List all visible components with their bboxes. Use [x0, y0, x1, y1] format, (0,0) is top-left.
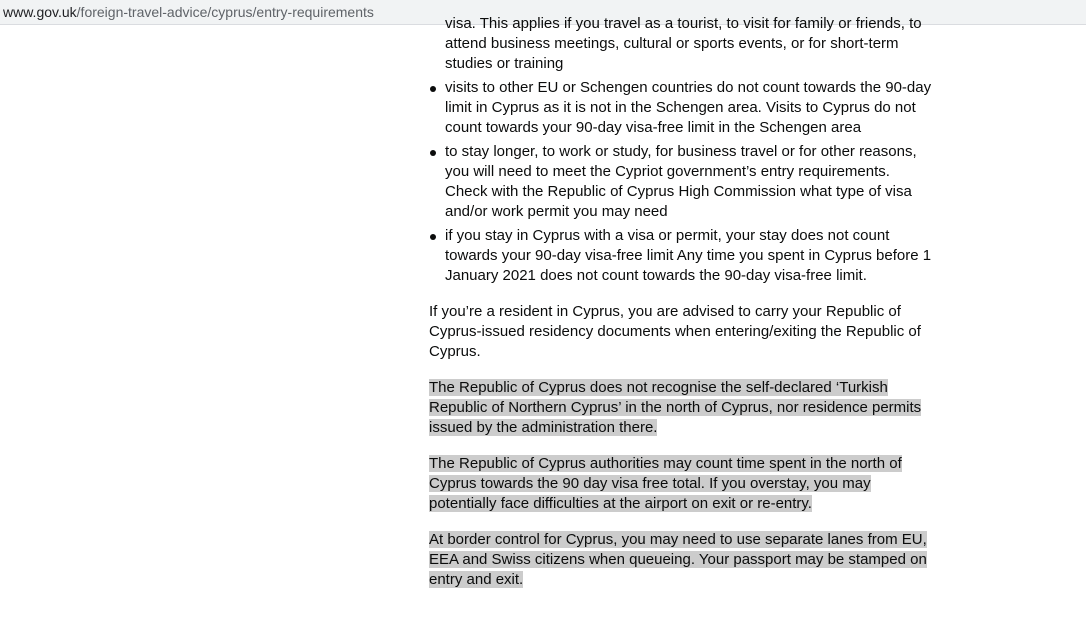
border-control-paragraph: [429, 530, 934, 590]
overstay-paragraph: [429, 454, 934, 514]
main-content: [429, 14, 934, 590]
list-item: visa. This applies if you travel as a tourist, to visit for family or friends, to attend business meetings, cultural or sports events, or for short-term studies or training: [445, 15, 922, 72]
highlighted-text: The Republic of Cyprus does not recognise the self-declared ‘Turkish Republic of Northern Cyprus’ in the north of Cyprus, nor residence permits issued by the administration there.: [429, 379, 922, 436]
list-item: if you stay in Cyprus with a visa or permit, your stay does not count towards your 90-day visa-free limit Any time you spent in Cyprus before 1 January 2021 does not count towards the 90-day visa-free limit.: [445, 226, 934, 286]
residency-text: If you’re a resident in Cyprus, you are advised to carry your Republic of Cyprus-issued residency documents when entering/exiting the Republic of Cyprus.: [429, 303, 921, 360]
trnc-paragraph: [429, 378, 934, 438]
visa-rules-list: [429, 14, 934, 286]
list-item: visits to other EU or Schengen countries do not count towards the 90-day limit in Cyprus as it is not in the Schengen area. Visits to Cyprus do not count towards your 90-day visa-free limit in the Schengen area: [445, 78, 934, 138]
url-path: /foreign-travel-advice/cyprus/entry-requirements: [76, 4, 374, 20]
list-item: to stay longer, to work or study, for business travel or for other reasons, you will need to meet the Cypriot government’s entry requirements. Check with the Republic of Cyprus High Commission what type of visa and/or work permit you may need: [445, 142, 934, 222]
highlighted-text: The Republic of Cyprus authorities may count time spent in the north of Cyprus towards the 90 day visa free total. If you overstay, you may potentially face difficulties at the airport on exit or re-entry.: [429, 455, 902, 512]
highlighted-text: At border control for Cyprus, you may need to use separate lanes from EU, EEA and Swiss citizens when queueing. Your passport may be stamped on entry and exit.: [429, 531, 927, 588]
residency-paragraph: [429, 302, 934, 362]
url-domain: www.gov.uk: [3, 4, 77, 20]
